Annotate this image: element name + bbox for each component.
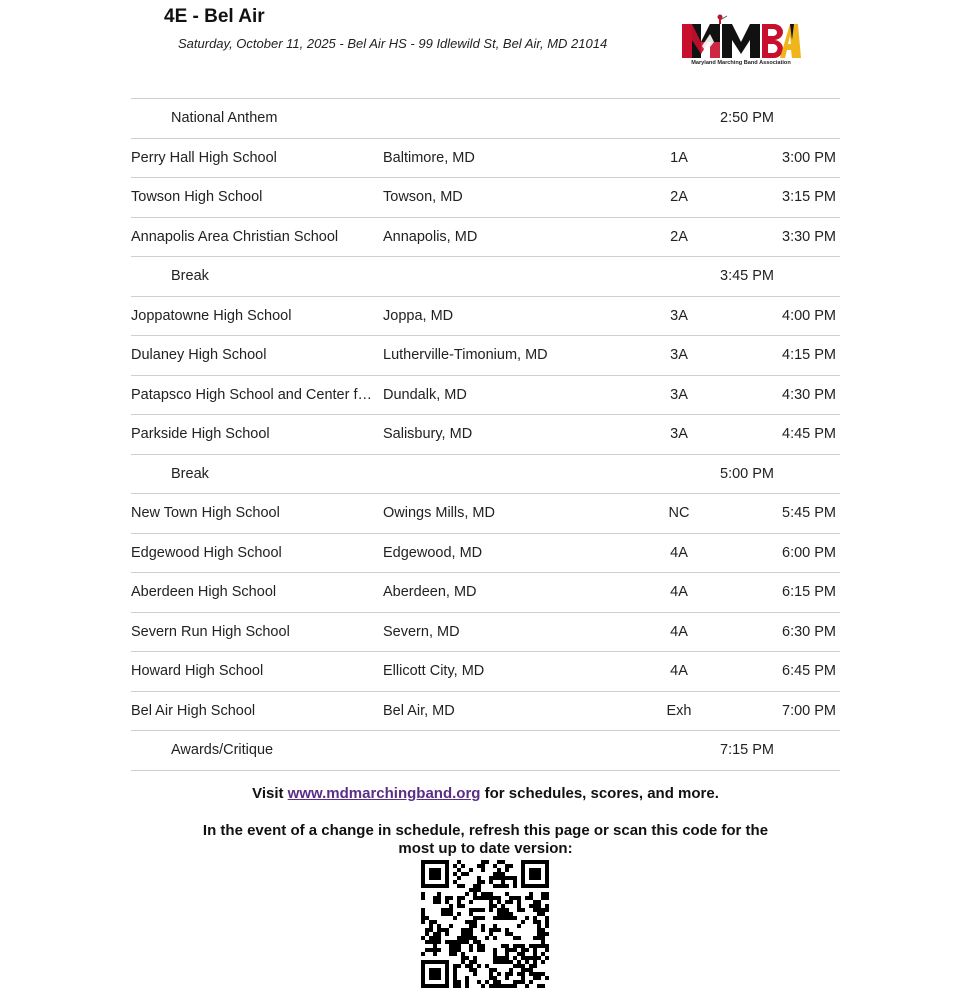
band-name: Aberdeen High School: [131, 584, 277, 601]
band-name: Annapolis Area Christian School: [131, 228, 339, 245]
performance-time: 4:30 PM: [782, 386, 836, 403]
band-name: Edgewood High School: [131, 544, 282, 561]
visit-suffix: for schedules, scores, and more.: [480, 785, 719, 802]
band-division: 3A: [670, 386, 688, 403]
performance-time: 4:45 PM: [782, 426, 836, 443]
website-link[interactable]: www.mdmarchingband.org: [287, 785, 481, 802]
schedule-event-row: [131, 731, 840, 771]
band-location: Lutherville-Timonium, MD: [383, 347, 548, 364]
event-label: Break: [171, 268, 209, 285]
band-division: 3A: [670, 347, 688, 364]
band-location: Aberdeen, MD: [383, 584, 477, 601]
band-division: 4A: [670, 544, 688, 561]
schedule-event-row: [131, 455, 840, 495]
band-division: 1A: [670, 149, 688, 166]
event-subtitle: Saturday, October 11, 2025 - Bel Air HS - 99 Idlewild St, Bel Air, MD 21014: [178, 36, 608, 51]
event-time: 5:00 PM: [720, 465, 774, 482]
logo-text: Maryland Marching Band Association: [691, 60, 791, 66]
schedule-event-row: [131, 257, 840, 297]
event-label: Break: [171, 465, 209, 482]
band-location: Towson, MD: [383, 189, 463, 206]
event-label: National Anthem: [171, 110, 278, 127]
performance-time: 6:45 PM: [782, 663, 836, 680]
performance-time: 3:15 PM: [782, 189, 836, 206]
header: [0, 0, 971, 90]
band-name: Howard High School: [131, 663, 264, 680]
band-division: Exh: [666, 702, 692, 719]
band-name: Bel Air High School: [131, 702, 256, 719]
event-time: 7:15 PM: [720, 742, 774, 759]
band-division: 4A: [670, 584, 688, 601]
band-name: Towson High School: [131, 189, 263, 206]
band-location: Annapolis, MD: [383, 228, 478, 245]
schedule-band-row: [131, 613, 840, 653]
band-division: 3A: [670, 426, 688, 443]
band-name: Parkside High School: [131, 426, 270, 443]
schedule-band-row: [131, 178, 840, 218]
band-location: Owings Mills, MD: [383, 505, 495, 522]
band-location: Severn, MD: [383, 623, 460, 640]
qr-code-icon[interactable]: [421, 860, 549, 988]
band-name: Dulaney High School: [131, 347, 267, 364]
band-location: Salisbury, MD: [383, 426, 473, 443]
visit-prefix: Visit: [252, 785, 288, 802]
band-division: 4A: [670, 623, 688, 640]
band-location: Ellicott City, MD: [383, 663, 485, 680]
band-division: NC: [668, 505, 690, 522]
footer: [0, 785, 971, 858]
schedule-band-row: [131, 336, 840, 376]
event-title: 4E - Bel Air: [164, 6, 265, 27]
schedule-band-row: [131, 494, 840, 534]
schedule-band-row: [131, 652, 840, 692]
schedule-band-row: [131, 573, 840, 613]
schedule-band-row: [131, 139, 840, 179]
band-name: Perry Hall High School: [131, 149, 277, 166]
band-name: Joppatowne High School: [131, 307, 292, 324]
event-time: 2:50 PM: [720, 110, 774, 127]
band-location: Edgewood, MD: [383, 544, 483, 561]
performance-time: 3:30 PM: [782, 228, 836, 245]
band-division: 3A: [670, 307, 688, 324]
performance-time: 7:00 PM: [782, 702, 836, 719]
performance-time: 6:15 PM: [782, 584, 836, 601]
schedule-band-row: [131, 376, 840, 416]
visit-line: [0, 785, 971, 802]
band-division: 2A: [670, 189, 688, 206]
schedule-table: [131, 98, 840, 771]
performance-time: 4:15 PM: [782, 347, 836, 364]
schedule-change-notice: In the event of a change in schedule, refresh this page or scan this code for the most up to date version:: [202, 822, 769, 857]
schedule-band-row: [131, 692, 840, 732]
schedule-event-row: [131, 99, 840, 139]
mmba-logo-icon: [680, 12, 802, 72]
band-location: Baltimore, MD: [383, 149, 475, 166]
schedule-band-row: [131, 415, 840, 455]
band-location: Dundalk, MD: [383, 386, 467, 403]
performance-time: 4:00 PM: [782, 307, 836, 324]
band-name: Patapsco High School and Center f…: [131, 386, 372, 403]
performance-time: 6:30 PM: [782, 623, 836, 640]
schedule-band-row: [131, 218, 840, 258]
schedule-band-row: [131, 534, 840, 574]
band-location: Joppa, MD: [383, 307, 454, 324]
band-name: Severn Run High School: [131, 623, 290, 640]
band-division: 2A: [670, 228, 688, 245]
event-label: Awards/Critique: [171, 742, 274, 759]
performance-time: 5:45 PM: [782, 505, 836, 522]
band-name: New Town High School: [131, 505, 280, 522]
event-time: 3:45 PM: [720, 268, 774, 285]
performance-time: 3:00 PM: [782, 149, 836, 166]
band-location: Bel Air, MD: [383, 702, 455, 719]
schedule-band-row: [131, 297, 840, 337]
band-division: 4A: [670, 663, 688, 680]
performance-time: 6:00 PM: [782, 544, 836, 561]
